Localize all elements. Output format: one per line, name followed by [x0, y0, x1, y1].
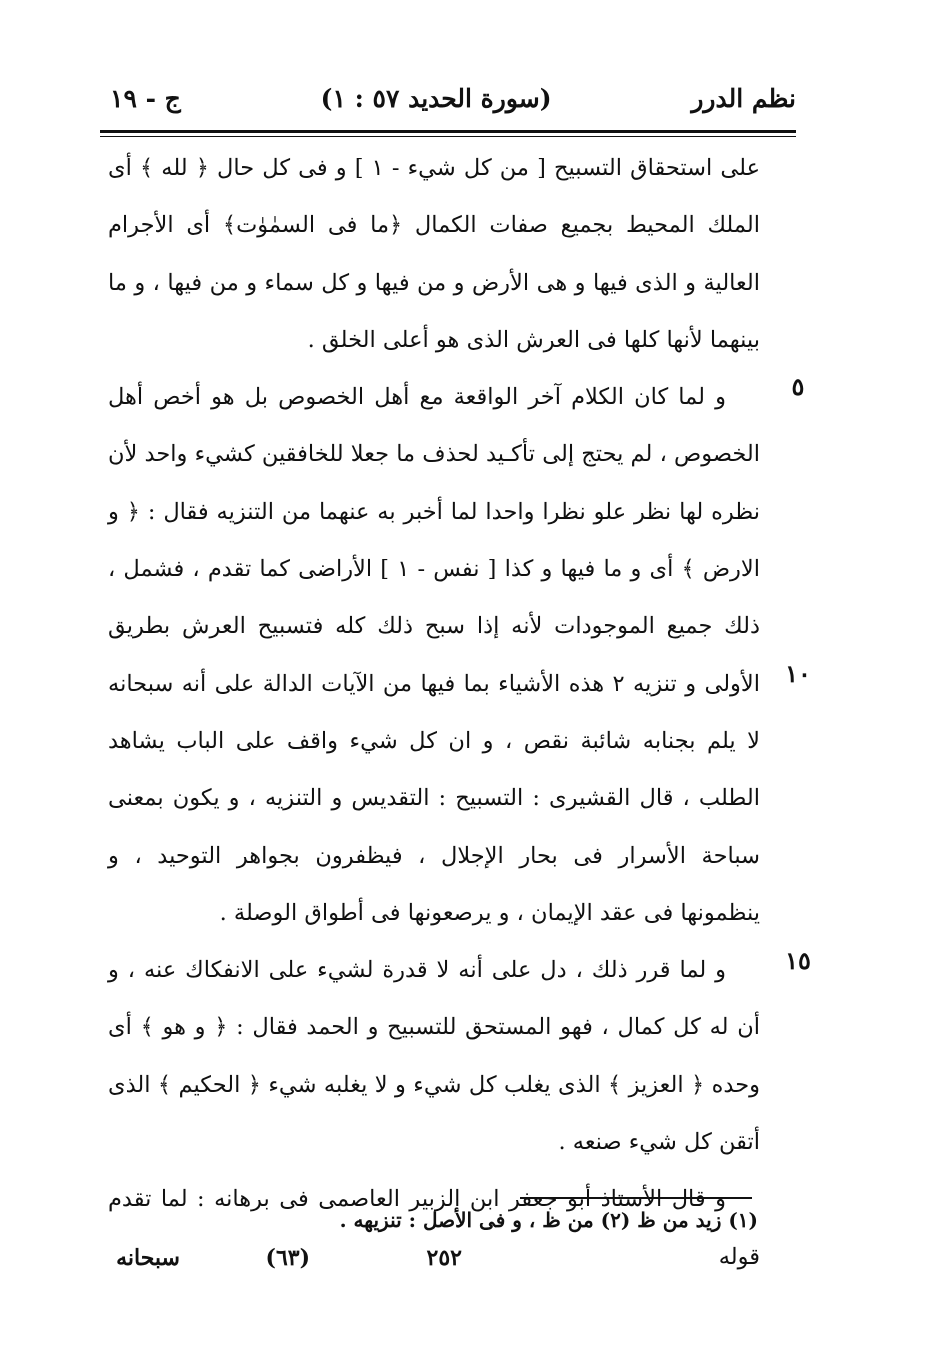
volume-number: ج - ١٩: [110, 83, 181, 113]
footnote: (١) زيد من ظ (٢) من ظ ، و فى الأصل : تنزيهه .: [339, 1208, 758, 1232]
page-number: ٢٥٢: [426, 1245, 462, 1271]
paragraph: و لما قرر ذلك ، دل على أنه لا قدرة لشيء على الانفكاك عنه ، و أن له كل كمال ، فهو المستحق للتسبيح و الحمد فقال : ﴿ و هو ﴾ أى وحده ﴿ العزيز ﴾ الذى يغلب كل شيء و لا يغلبه شيء ﴿ الحكيم ﴾ الذى أتقن كل شيء صنعه .: [108, 957, 760, 1156]
paragraph: و لما كان الكلام آخر الواقعة مع أهل الخصوص بل هو أخص أهل الخصوص ، لم يحتج إلى تأكـيد لحذف ما جعلا للخافقين كشيء واحد لأن نظره لها نظر علو نظرا واحدا لما أخبر به عنهما من التنزيه فقال : ﴿ و الارض ﴾ أى و ما فيها و كذا [ نفس - ١ ] الأراضى كما تقدم ، فشمل ، ذلك جميع الموجودات لأنه إذا سبح ذلك كله فتسبيح العرش بطريق الأولى و تنزيه ٢ هذه الأشياء بما فيها من الآيات الدالة على أنه سبحانه لا يلم بجنابه شائبة نقص ، و ان كل شيء واقف على الباب يشاهد الطلب ، قال القشيرى : التسبيح : التقديس و التنزيه ، و يكون بمعنى سباحة الأسرار فى بحار الإجلال ، فيظفرون بجواهر التوحيد ، و ينظمونها فى عقد الإيمان ، و يرصعونها فى أطواق الوصلة .: [108, 384, 761, 926]
surah-reference: (سورة الحديد ٥٧ : ١): [320, 83, 552, 113]
footnote-rule: [520, 1197, 752, 1199]
paragraph: على استحقاق التسبيح [ من كل شيء - ١ ] و فى كل حال ﴿ لله ﴾ أى الملك المحيط بجميع صفات الكمال ﴿ما فى السمٰوٰت﴾ أى الأجرام العالية و الذى فيها و هى الأرض و من فيها و كل سماء و من فيها ، و ما بينهما لأنها كلها فى العرش الذى هو أعلى الخلق .: [108, 155, 761, 353]
line-number: ٥: [791, 372, 805, 401]
main-text: [108, 140, 760, 1286]
catchword: سبحانه: [116, 1245, 180, 1271]
running-header: [110, 78, 796, 118]
line-number: ١٠: [785, 659, 811, 688]
header-rule: [100, 130, 796, 133]
signature-mark: (٦٣): [265, 1245, 310, 1271]
header-rule-thin: [100, 136, 796, 137]
book-title: نظم الدرر: [691, 83, 796, 113]
line-number: ١٥: [785, 946, 811, 975]
paragraph: و قال الأستاذ أبو جعفر ابن الزبير العاصمى فى برهانه : لما تقدم قوله: [108, 1186, 760, 1270]
page-footer: [110, 1245, 760, 1281]
